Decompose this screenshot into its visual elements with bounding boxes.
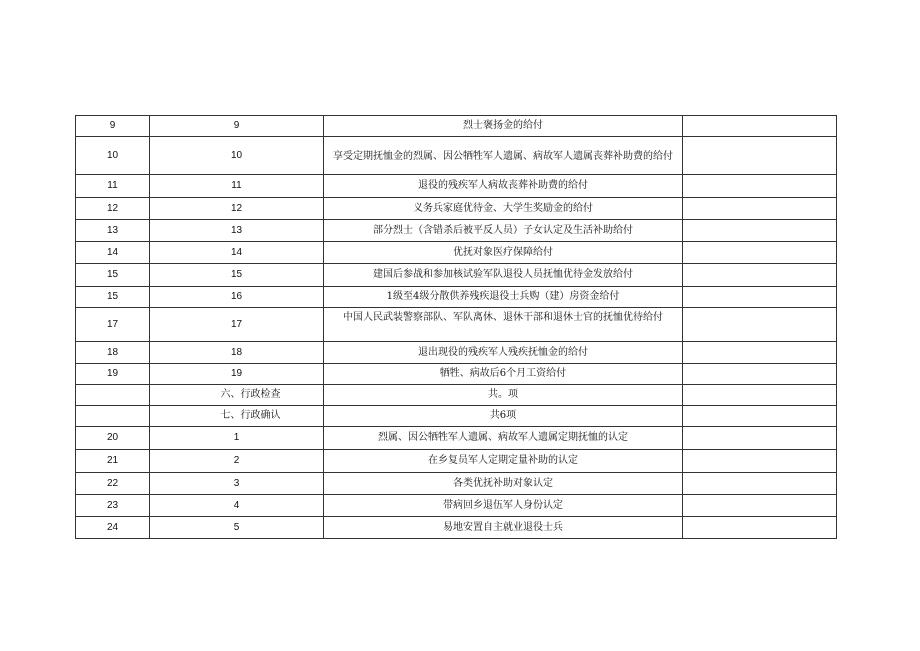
section-title: 七、行政确认 <box>220 410 281 421</box>
note-cell <box>683 308 837 342</box>
seq-cell: 15 <box>76 264 150 287</box>
table-row <box>76 198 837 220</box>
note-cell <box>683 406 837 427</box>
sub-seq-cell: 13 <box>150 220 324 242</box>
seq-cell: 14 <box>76 242 150 264</box>
item-cell: 易地安置自主就业退役士兵 <box>324 517 683 539</box>
seq-cell: 13 <box>76 220 150 242</box>
table-row <box>76 116 837 137</box>
item-cell: 烈士褒扬金的给付 <box>324 116 683 137</box>
table-row <box>76 450 837 473</box>
table-row <box>76 242 837 264</box>
seq-cell: 9 <box>76 116 150 137</box>
table-row <box>76 137 837 175</box>
item-cell: 退出现役的残疾军人残疾抚恤金的给付 <box>324 342 683 364</box>
section-title-cell <box>150 385 324 406</box>
seq-cell: 22 <box>76 473 150 495</box>
item-cell <box>324 137 683 175</box>
item-cell: 在乡复员军人定期定量补助的认定 <box>324 450 683 473</box>
section-row <box>76 406 837 427</box>
sub-seq-cell: 5 <box>150 517 324 539</box>
item-text: 中国人民武装警察部队、军队离休、退休干部和退休士官的抚恤优待给付 <box>343 311 663 323</box>
note-cell <box>683 342 837 364</box>
seq-cell: 20 <box>76 427 150 450</box>
note-cell <box>683 116 837 137</box>
table-row <box>76 220 837 242</box>
item-cell: 各类优抚补助对象认定 <box>324 473 683 495</box>
table-row <box>76 175 837 198</box>
table-row <box>76 287 837 308</box>
item-cell: 1级至4级分散供养残疾退役士兵购（建）房资金给付 <box>324 287 683 308</box>
item-text: 享受定期抚恤金的烈属、因公牺牲军人遗属、病故军人遗属丧葬补助费的给付 <box>333 150 673 162</box>
table-row <box>76 308 837 342</box>
seq-cell <box>76 385 150 406</box>
table-row <box>76 264 837 287</box>
sub-seq-cell: 1 <box>150 427 324 450</box>
sub-seq-cell: 9 <box>150 116 324 137</box>
item-cell: 烈属、因公牺牲军人遗属、病故军人遗属定期抚恤的认定 <box>324 427 683 450</box>
section-row <box>76 385 837 406</box>
services-table <box>75 115 837 539</box>
sub-seq-cell: 17 <box>150 308 324 342</box>
sub-seq-cell: 19 <box>150 364 324 385</box>
note-cell <box>683 450 837 473</box>
seq-cell <box>76 406 150 427</box>
item-cell: 建国后参战和参加核试验军队退役人员抚恤优待金发放给付 <box>324 264 683 287</box>
note-cell <box>683 137 837 175</box>
seq-cell: 12 <box>76 198 150 220</box>
sub-seq-cell: 14 <box>150 242 324 264</box>
note-cell <box>683 473 837 495</box>
note-cell <box>683 287 837 308</box>
section-title-cell <box>150 406 324 427</box>
note-cell <box>683 364 837 385</box>
item-cell: 退役的残疾军人病故丧葬补助费的给付 <box>324 175 683 198</box>
seq-cell: 19 <box>76 364 150 385</box>
sub-seq-cell: 3 <box>150 473 324 495</box>
sub-seq-cell: 12 <box>150 198 324 220</box>
sub-seq-cell: 2 <box>150 450 324 473</box>
sub-seq-cell: 15 <box>150 264 324 287</box>
table-row <box>76 495 837 517</box>
note-cell <box>683 175 837 198</box>
item-cell: 带病回乡退伍军人身份认定 <box>324 495 683 517</box>
note-cell <box>683 198 837 220</box>
sub-seq-cell: 4 <box>150 495 324 517</box>
note-cell <box>683 517 837 539</box>
table-row <box>76 473 837 495</box>
item-cell: 义务兵家庭优待金、大学生奖励金的给付 <box>324 198 683 220</box>
table-row <box>76 427 837 450</box>
seq-cell: 15 <box>76 287 150 308</box>
seq-cell: 18 <box>76 342 150 364</box>
section-count-cell: 共。项 <box>324 385 683 406</box>
sub-seq-cell: 18 <box>150 342 324 364</box>
seq-cell: 17 <box>76 308 150 342</box>
note-cell <box>683 242 837 264</box>
section-title: 六、行政检查 <box>220 389 281 400</box>
seq-cell: 23 <box>76 495 150 517</box>
item-cell: 牺牲、病故后6个月工资给付 <box>324 364 683 385</box>
seq-cell: 10 <box>76 137 150 175</box>
table-row <box>76 517 837 539</box>
item-cell <box>324 308 683 342</box>
note-cell <box>683 264 837 287</box>
sub-seq-cell: 16 <box>150 287 324 308</box>
seq-cell: 11 <box>76 175 150 198</box>
item-cell: 部分烈士（含错杀后被平反人员）子女认定及生活补助给付 <box>324 220 683 242</box>
note-cell <box>683 427 837 450</box>
sub-seq-cell: 11 <box>150 175 324 198</box>
section-count-cell: 共6项 <box>324 406 683 427</box>
seq-cell: 21 <box>76 450 150 473</box>
note-cell <box>683 385 837 406</box>
table-row <box>76 364 837 385</box>
sub-seq-cell: 10 <box>150 137 324 175</box>
note-cell <box>683 220 837 242</box>
item-cell: 优抚对象医疗保障给付 <box>324 242 683 264</box>
seq-cell: 24 <box>76 517 150 539</box>
table-row <box>76 342 837 364</box>
note-cell <box>683 495 837 517</box>
